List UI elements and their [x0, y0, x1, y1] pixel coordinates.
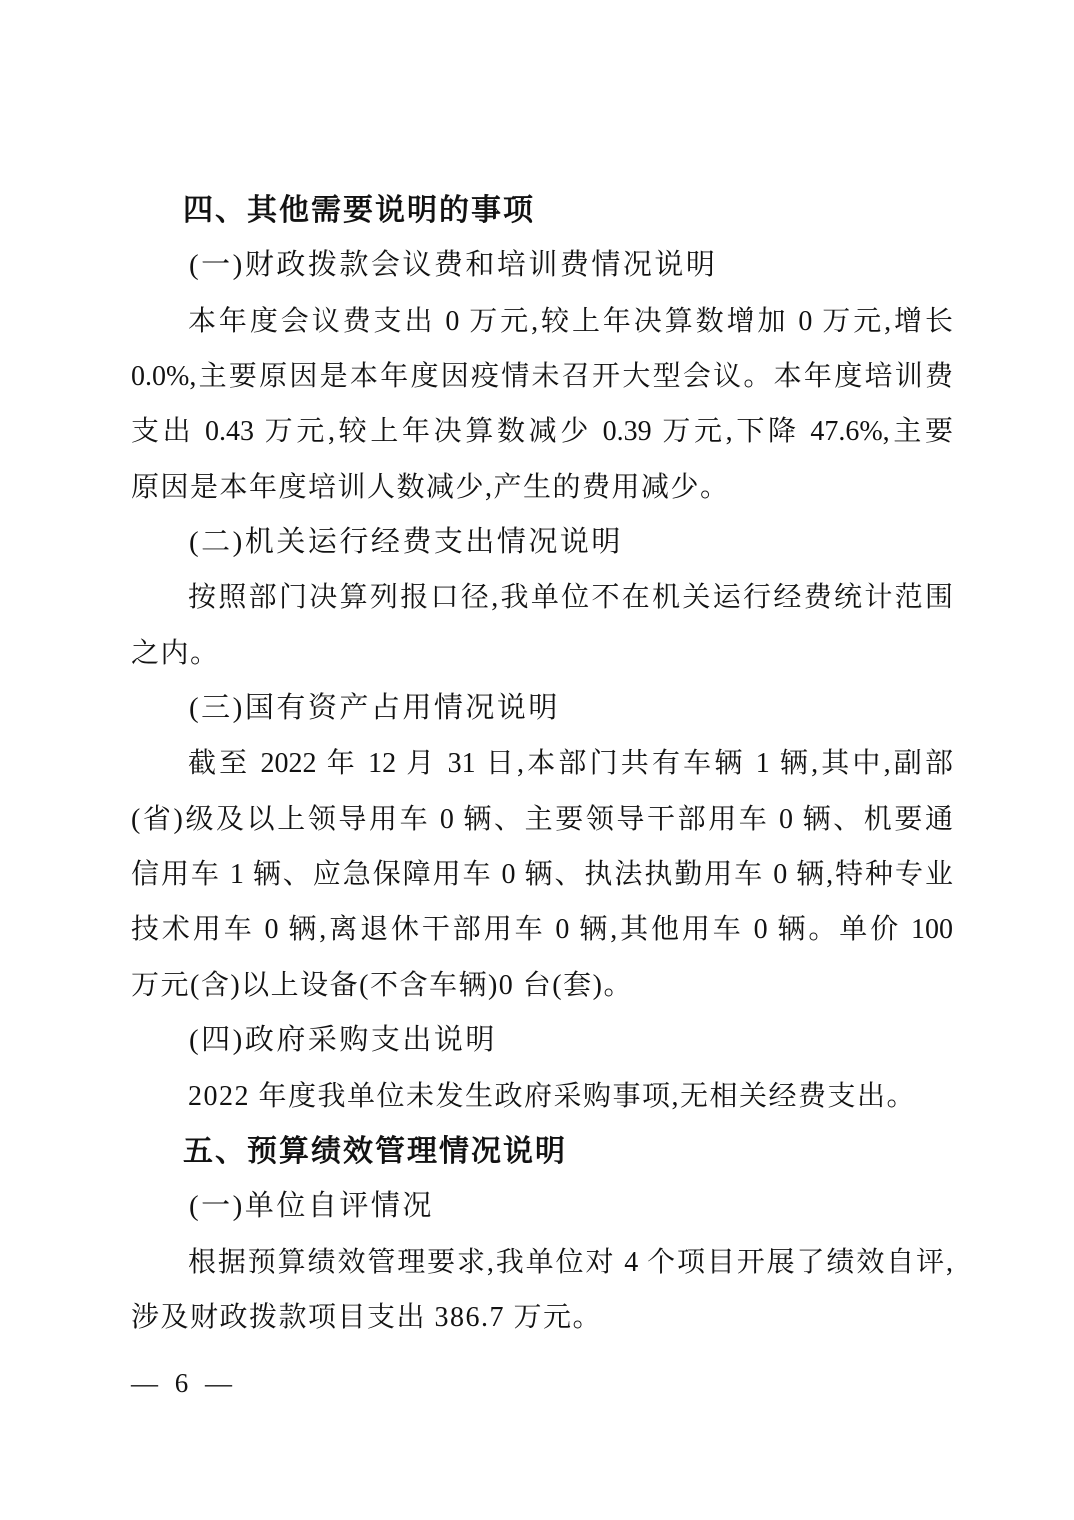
document-content: [131, 183, 953, 1345]
paragraph-line: 支出 0.43 万元,较上年决算数减少 0.39 万元,下降 47.6%,主要: [131, 416, 953, 448]
paragraph-line: 信用车 1 辆、应急保障用车 0 辆、执法执勤用车 0 辆,特种专业: [131, 859, 953, 891]
paragraph-line: 本年度会议费支出 0 万元,较上年决算数增加 0 万元,增长: [188, 305, 953, 337]
paragraph-line: 0.0%,主要原因是本年度因疫情未召开大型会议。本年度培训费: [131, 361, 953, 393]
page-number: — 6 —: [131, 1368, 237, 1398]
paragraph-line: 原因是本年度培训人数减少,产生的费用减少。: [131, 471, 730, 503]
paragraph-line: 之内。: [131, 637, 220, 669]
section-heading: 四、其他需要说明的事项: [183, 194, 535, 227]
section-heading: 五、预算绩效管理情况说明: [183, 1134, 567, 1168]
paragraph-line: 根据预算绩效管理要求,我单位对 4 个项目开展了绩效自评,: [188, 1246, 953, 1278]
paragraph-line: (省)级及以上领导用车 0 辆、主要领导干部用车 0 辆、机要通: [131, 803, 953, 835]
sub-heading: (一)财政拨款会议费和培训费情况说明: [189, 249, 718, 282]
sub-heading: (四)政府采购支出说明: [189, 1024, 497, 1057]
paragraph-line: 涉及财政拨款项目支出 386.7 万元。: [131, 1301, 603, 1333]
paragraph-line: 技术用车 0 辆,离退休干部用车 0 辆,其他用车 0 辆。单价 100: [131, 914, 953, 946]
page-footer: [131, 1356, 237, 1411]
paragraph-line: 截至 2022 年 12 月 31 日,本部门共有车辆 1 辆,其中,副部: [188, 748, 953, 780]
paragraph-line: 万元(含)以上设备(不含车辆)0 台(套)。: [131, 969, 633, 1001]
paragraph-line: 按照部门决算列报口径,我单位不在机关运行经费统计范围: [188, 582, 953, 614]
sub-heading: (二)机关运行经费支出情况说明: [189, 526, 623, 559]
paragraph-line: 2022 年度我单位未发生政府采购事项,无相关经费支出。: [188, 1080, 917, 1112]
sub-heading: (一)单位自评情况: [189, 1190, 434, 1223]
sub-heading: (三)国有资产占用情况说明: [189, 692, 560, 725]
